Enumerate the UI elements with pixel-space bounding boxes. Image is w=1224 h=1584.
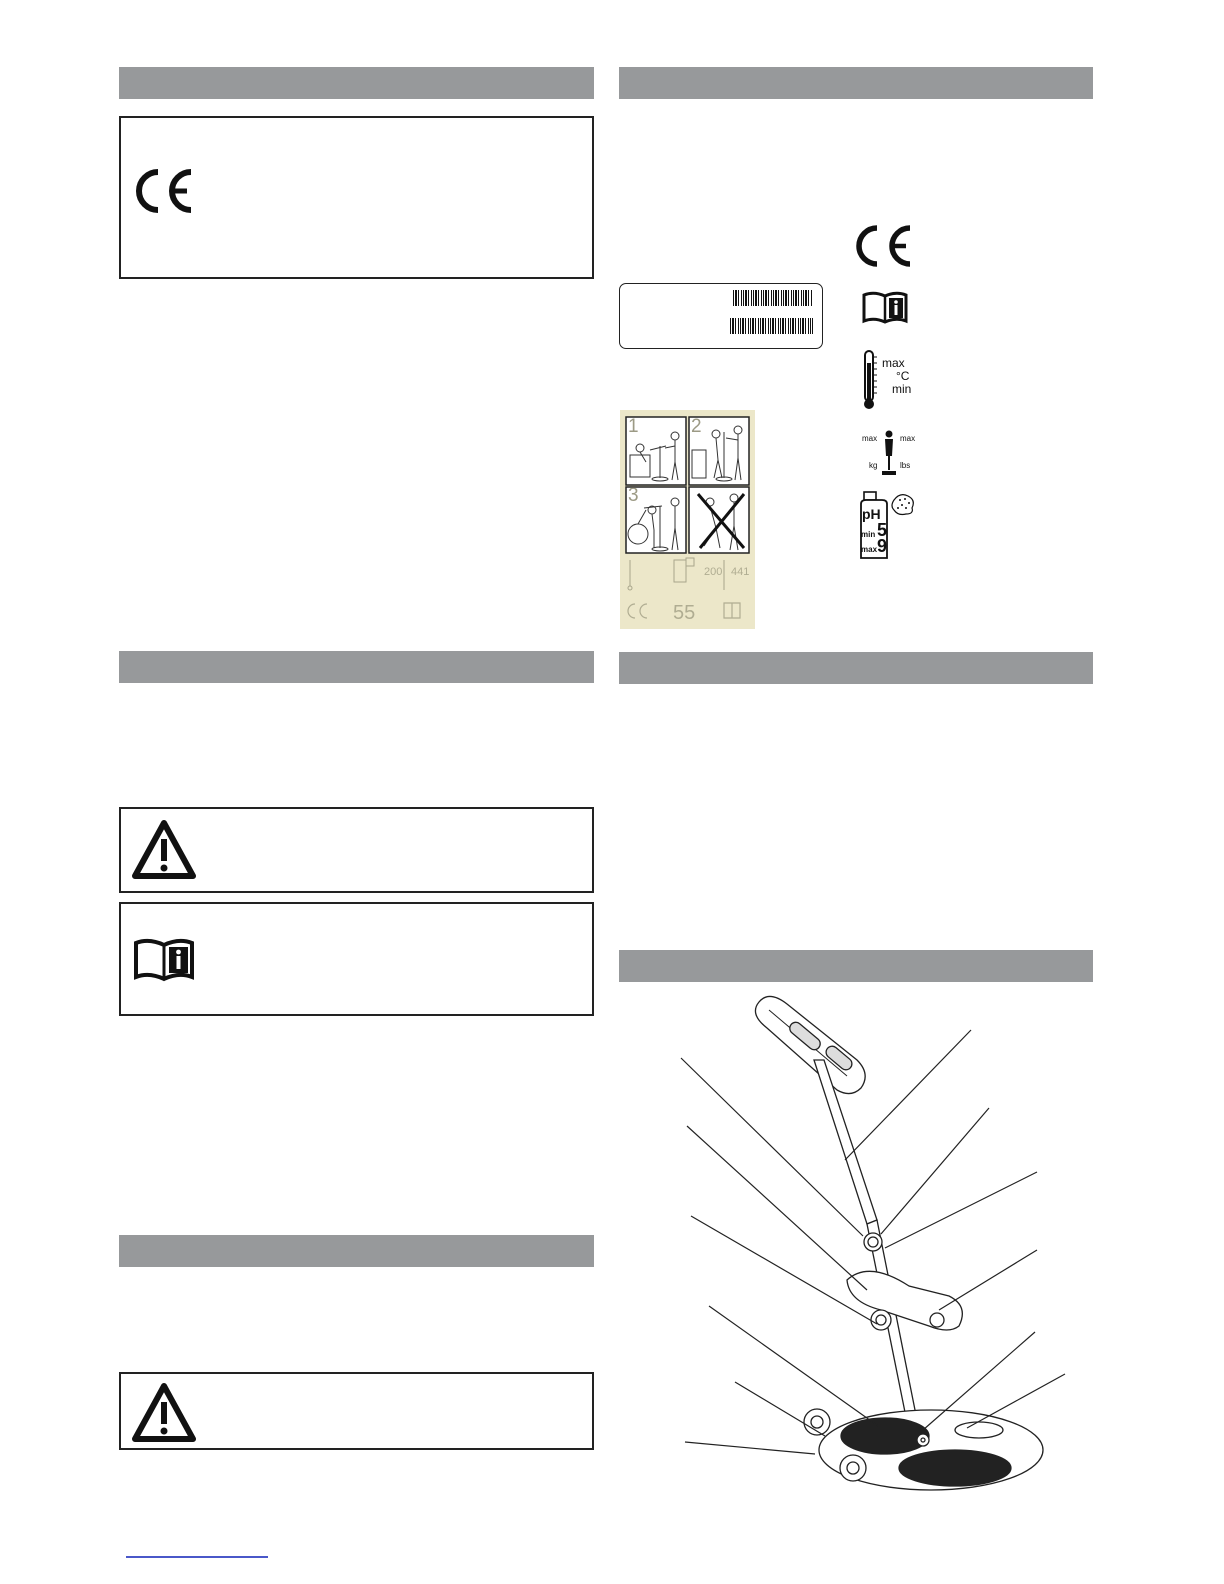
ce-declaration-box — [119, 116, 594, 279]
label-weight-kg: 200 — [704, 566, 723, 578]
label-weight-lbs: 441 — [731, 566, 750, 578]
ph-max-label: max — [861, 545, 878, 554]
ce-mark-icon — [131, 166, 197, 216]
ph-label: pH — [862, 506, 881, 522]
warning-box — [119, 807, 594, 893]
wheel — [840, 1455, 866, 1481]
step-number: 2 — [691, 416, 702, 437]
section-bar-lower-right — [619, 950, 1093, 982]
usage-illustration — [620, 410, 755, 629]
section-bar-mid-left — [119, 651, 594, 683]
step-number: 3 — [628, 485, 639, 506]
knee-support — [847, 1271, 962, 1330]
section-bar-mid-right — [619, 652, 1093, 684]
serial-number-label — [619, 283, 823, 349]
weight-lbs-label: lbs — [900, 461, 911, 470]
step-number: 1 — [628, 416, 639, 437]
temperature-max-label: max — [882, 356, 905, 370]
person-weight-icon — [880, 430, 898, 476]
warning-triangle-icon — [131, 1382, 197, 1444]
section-bar-top-left — [119, 67, 594, 99]
thermometer-icon — [860, 349, 880, 411]
instruction-manual-icon — [133, 938, 195, 982]
section-bar-lower-left — [119, 1235, 594, 1267]
temperature-min-label: min — [892, 382, 912, 396]
weight-kg-label: kg — [869, 461, 878, 470]
weight-max-right-label: max — [900, 434, 916, 443]
barcode — [730, 318, 813, 334]
product-usage-label — [620, 410, 755, 629]
instruction-manual-icon — [862, 291, 908, 325]
product-parts-diagram — [619, 990, 1093, 1510]
read-manual-box — [119, 902, 594, 1016]
ph-min-value: 5 — [877, 520, 888, 540]
weight-max-left-label: max — [862, 434, 878, 443]
warning-triangle-icon — [131, 819, 197, 881]
label-model-number: 55 — [673, 602, 696, 624]
warning-box — [119, 1372, 594, 1450]
barcode — [733, 290, 813, 306]
section-bar-top-right — [619, 67, 1093, 99]
ce-mark-icon — [850, 223, 916, 269]
ph-min-label: min — [861, 530, 876, 539]
ph-max-value: 9 — [877, 536, 888, 556]
temperature-unit-label: °C — [896, 369, 910, 383]
footnote-rule — [126, 1556, 268, 1558]
